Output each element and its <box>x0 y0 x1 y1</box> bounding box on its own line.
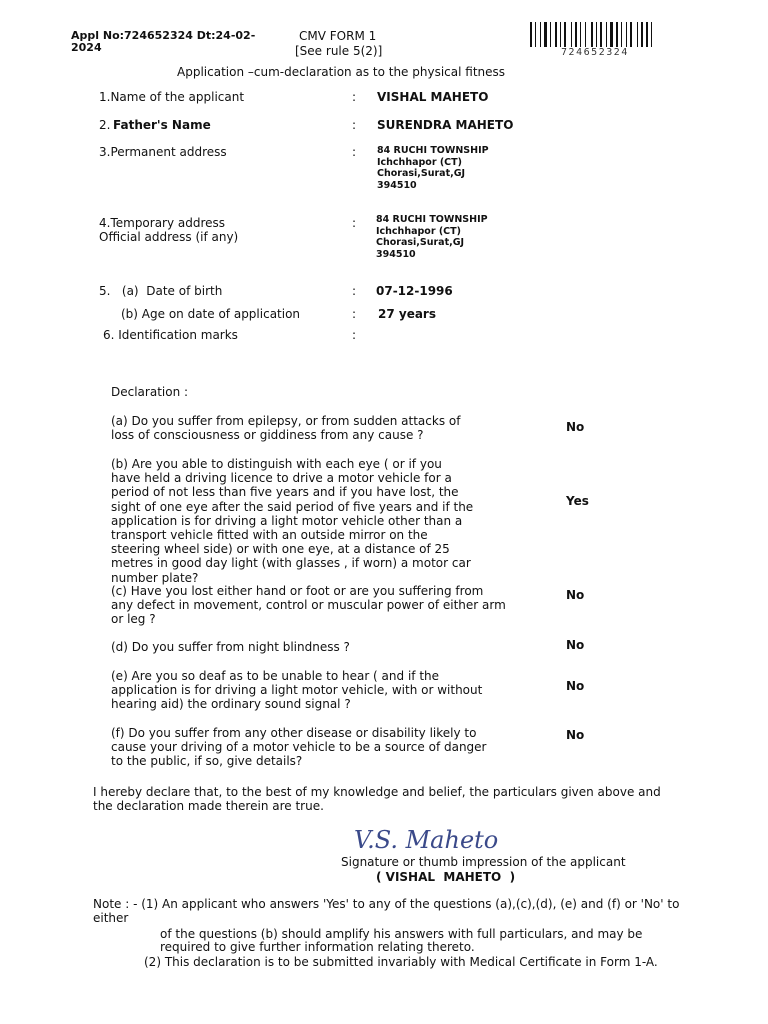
barcode-bar <box>540 22 541 47</box>
application-number-line2: 2024 <box>71 41 102 54</box>
barcode-bar <box>621 22 622 47</box>
temporary-address-value <box>376 214 488 260</box>
barcode-bar <box>591 22 593 47</box>
permanent-address-value <box>377 145 489 191</box>
address-line: 84 RUCHI TOWNSHIP <box>376 214 488 225</box>
barcode-bar <box>575 22 577 47</box>
barcode-bar <box>555 22 557 47</box>
signature-caption: Signature or thumb impression of the applicant <box>341 855 626 869</box>
colon: : <box>352 118 357 132</box>
date-of-birth-label: 5. (a) Date of birth <box>99 284 223 298</box>
address-line: Ichchhapor (CT) <box>376 225 461 237</box>
question-b: (b) Are you able to distinguish with each eye ( or if you have held a driving licence to drive a motor vehicle for a period of not less than five years and if you have lost, the sight of one eye after the said period of five years and if the application is for driving a light motor vehicle other than a transport vehicle fitted with an outside mirror on the steering wheel side) or with one eye, at a distance of 25 metres in good day light (with glasses , if worn) a motor car number plate? <box>111 457 474 585</box>
barcode-bar <box>646 22 648 47</box>
barcode-bar <box>580 22 581 47</box>
barcode-bar <box>585 22 586 47</box>
colon: : <box>352 90 357 104</box>
answer-e: No <box>566 679 585 693</box>
address-line: 394510 <box>377 179 417 191</box>
declaration-statement: I hereby declare that, to the best of my knowledge and belief, the particulars given above and the declaration made therein are true. <box>93 785 661 813</box>
form-title: CMV FORM 1 <box>299 29 377 43</box>
answer-c: No <box>566 588 585 602</box>
colon: : <box>352 216 357 230</box>
temporary-address-label: 4.Temporary address <box>99 216 226 230</box>
barcode-bar <box>571 22 572 47</box>
barcode-bar <box>550 22 551 47</box>
note-line: either <box>93 911 129 925</box>
address-line: 84 RUCHI TOWNSHIP <box>377 145 489 156</box>
age-value: 27 years <box>378 307 436 321</box>
answer-f: No <box>566 728 585 742</box>
father-name-label: Father's Name <box>113 118 211 132</box>
permanent-address-label: 3.Permanent address <box>99 145 227 159</box>
father-name-value: SURENDRA MAHETO <box>377 118 514 132</box>
barcode-bar <box>596 22 597 47</box>
signatory-name: ( VISHAL MAHETO ) <box>376 870 516 884</box>
identification-marks-label: 6. Identification marks <box>103 328 238 342</box>
note-line: Note : - (1) An applicant who answers 'Yes' to any of the questions (a),(c),(d), (e) and (f) or 'No' to <box>93 897 680 911</box>
barcode-bar <box>560 22 561 47</box>
applicant-name-value: VISHAL MAHETO <box>377 90 489 104</box>
barcode-bar <box>616 22 618 47</box>
form-subtitle: Application –cum-declaration as to the physical fitness <box>177 65 506 79</box>
answer-b: Yes <box>566 494 589 508</box>
barcode-bar <box>637 22 638 47</box>
application-number-line1: Appl No:724652324 Dt:24-02- <box>71 29 256 42</box>
official-address-label: Official address (if any) <box>99 230 239 244</box>
barcode-bar <box>626 22 627 47</box>
barcode-bar <box>641 22 643 47</box>
address-line: Ichchhapor (CT) <box>377 156 462 168</box>
signature-text: V.S. Maheto <box>354 826 499 854</box>
declaration-heading: Declaration : <box>111 385 189 399</box>
colon: : <box>352 145 357 159</box>
name-label: 1.Name of the applicant <box>99 90 245 104</box>
note-line: required to give further information relating thereto. <box>160 940 475 954</box>
answer-a: No <box>566 420 585 434</box>
barcode-bar <box>606 22 607 47</box>
barcode-bar <box>610 22 613 47</box>
barcode-bar <box>535 22 536 47</box>
rule-reference: [See rule 5(2)] <box>295 44 383 58</box>
colon: : <box>352 328 357 342</box>
barcode-bar <box>651 22 652 47</box>
question-c: (c) Have you lost either hand or foot or are you suffering from any defect in movement, control or muscular power of either arm or leg ? <box>111 584 506 627</box>
question-e: (e) Are you so deaf as to be unable to hear ( and if the application is for driving a light motor vehicle, with or without hearing aid) the ordinary sound signal ? <box>111 669 483 712</box>
colon: : <box>352 284 357 298</box>
date-of-birth-value: 07-12-1996 <box>376 284 453 298</box>
question-f: (f) Do you suffer from any other disease or disability likely to cause your driving of a motor vehicle to be a source of danger to the public, if so, give details? <box>111 726 487 769</box>
barcode-bar <box>544 22 547 47</box>
barcode <box>530 22 684 47</box>
barcode-bar <box>530 22 532 47</box>
question-a: (a) Do you suffer from epilepsy, or from sudden attacks of loss of consciousness or giddiness from any cause ? <box>111 414 461 443</box>
barcode-bar <box>564 22 566 47</box>
address-line: Chorasi,Surat,GJ <box>377 168 466 179</box>
address-line: Chorasi,Surat,GJ <box>376 237 465 248</box>
colon: : <box>352 307 357 321</box>
father-name-number: 2. <box>99 118 111 132</box>
barcode-bar <box>600 22 602 47</box>
age-label: (b) Age on date of application <box>121 307 301 321</box>
question-d: (d) Do you suffer from night blindness ? <box>111 640 350 654</box>
note-line: (2) This declaration is to be submitted invariably with Medical Certificate in Form 1-A. <box>144 955 658 969</box>
answer-d: No <box>566 638 585 652</box>
handwritten-signature <box>352 822 532 856</box>
barcode-number: 724652324 <box>561 47 629 58</box>
barcode-bar <box>630 22 632 47</box>
note-line: of the questions (b) should amplify his answers with full particulars, and may be <box>160 927 643 941</box>
address-line: 394510 <box>376 248 416 260</box>
